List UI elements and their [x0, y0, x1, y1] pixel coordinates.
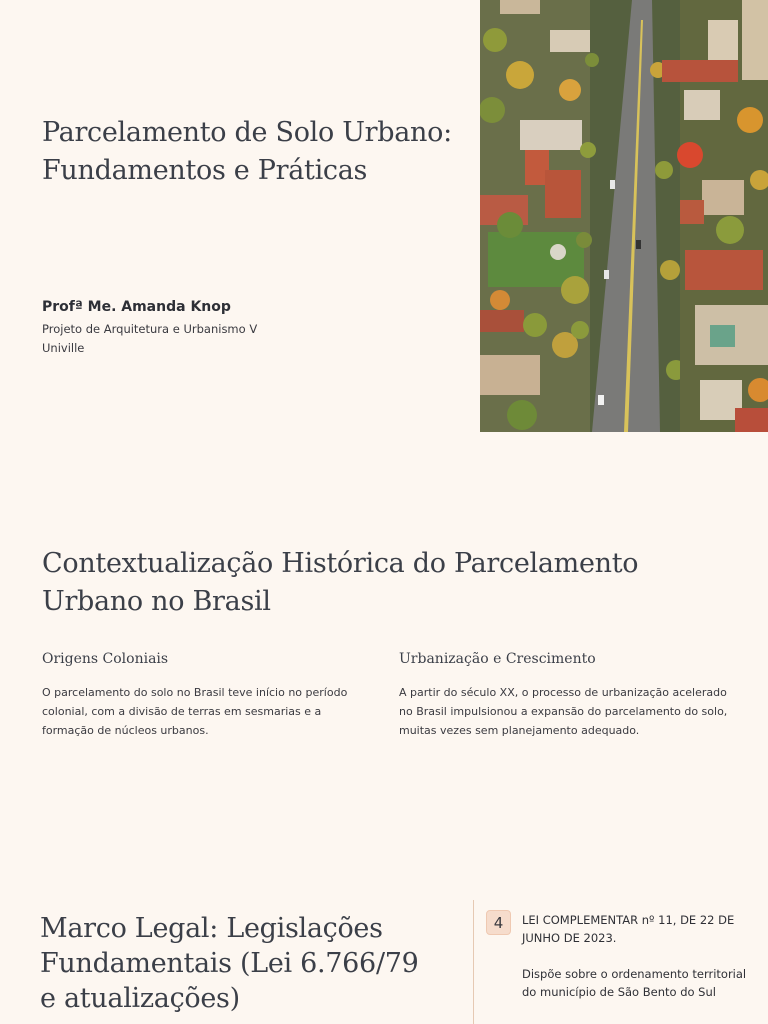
colonial-origins-heading: Origens Coloniais	[42, 651, 169, 667]
cover-title: Parcelamento de Solo Urbano: Fundamentos e Práticas	[42, 117, 452, 186]
author-name: Profª Me. Amanda Knop	[42, 299, 231, 315]
urbanization-text: A partir do século XX, o processo de urbanização acelerado no Brasil impulsionou a expansão do parcelamento do solo, muitas vezes sem planejamento adequado.	[399, 686, 728, 737]
colonial-origins-text: O parcelamento do solo no Brasil teve início no período colonial, com a divisão de terras em sesmarias e a formação de núcleos urbanos.	[42, 686, 348, 737]
timeline-divider	[473, 900, 474, 1024]
law-description: Dispõe sobre o ordenamento territorial do município de São Bento do Sul	[522, 967, 747, 999]
institution-name: Univille	[42, 341, 85, 355]
course-name: Projeto de Arquitetura e Urbanismo V	[42, 322, 258, 336]
urbanization-heading: Urbanização e Crescimento	[399, 651, 596, 667]
aerial-city-photo	[480, 0, 768, 432]
law-title: LEI COMPLEMENTAR nº 11, DE 22 DE JUNHO DE 2023.	[522, 913, 735, 945]
history-title: Contextualização Histórica do Parcelamento Urbano no Brasil	[42, 548, 639, 617]
item-number-badge: 4	[486, 910, 511, 935]
legal-framework-title: Marco Legal: Legislações Fundamentais (Lei 6.766/79 e atualizações)	[40, 913, 419, 1014]
